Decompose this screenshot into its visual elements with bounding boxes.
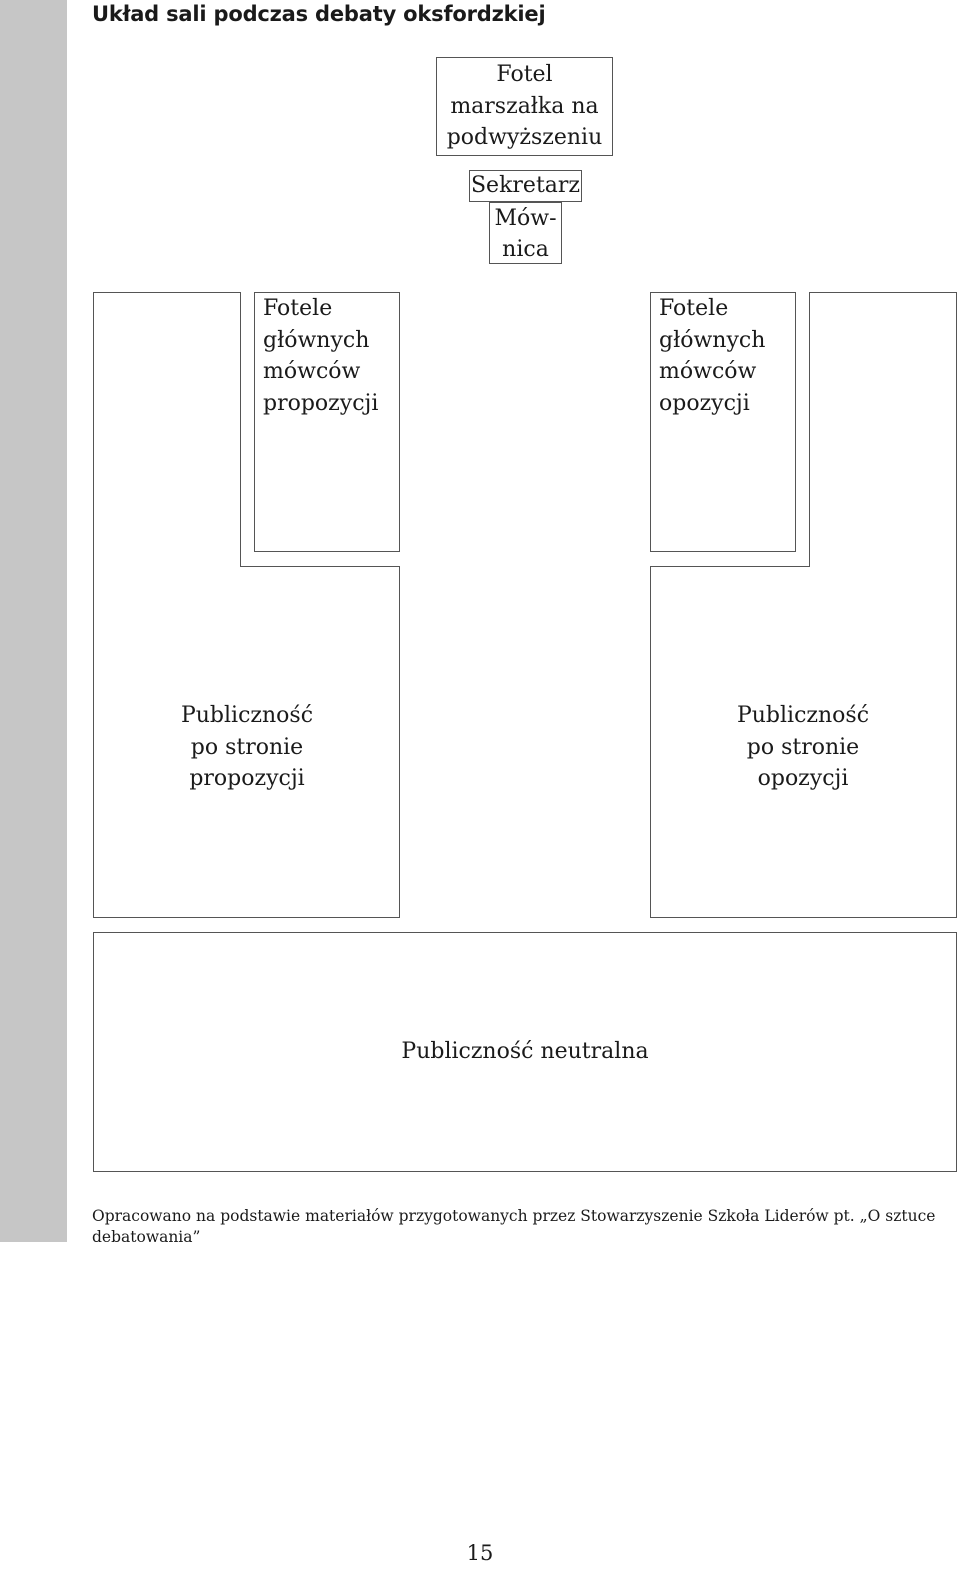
proposition-audience-label	[147, 700, 347, 795]
proposition-speakers-line: mówców	[263, 359, 361, 384]
neutral-audience-label: Publiczność neutralna	[401, 1039, 649, 1064]
page-title: Układ sali podczas debaty oksfordzkiej	[92, 2, 546, 26]
opposition-speakers-line: głównych	[659, 327, 766, 353]
proposition-speakers-line: Fotele	[263, 296, 333, 321]
opposition-audience-line: po stronie	[746, 734, 860, 760]
opposition-speakers-line: mówców	[659, 359, 757, 384]
podium-line: Mów-	[494, 206, 557, 231]
proposition-speakers-line: głównych	[263, 327, 370, 353]
marshal-seat-box	[436, 57, 613, 156]
opposition-speakers-box	[650, 292, 796, 552]
marshal-seat-line: podwyższeniu	[446, 125, 603, 150]
opposition-audience-label	[703, 700, 903, 795]
proposition-audience-line: propozycji	[189, 766, 305, 791]
opposition-speakers-line: opozycji	[659, 390, 750, 416]
proposition-speakers-line: propozycji	[263, 390, 379, 416]
proposition-speakers-box	[254, 292, 400, 552]
secretary-box	[469, 170, 582, 202]
marshal-seat-line: marszałka na	[450, 93, 599, 119]
opposition-audience-line: Publiczność	[736, 703, 870, 728]
page-number: 15	[466, 1541, 494, 1565]
opposition-audience-line: opozycji	[757, 766, 849, 791]
proposition-audience-line: po stronie	[190, 734, 304, 760]
source-note: Opracowano na podstawie materiałów przygotowanych przez Stowarzyszenie Szkoła Liderów pt. „O sztuce debatowania”	[92, 1207, 936, 1246]
secretary-label: Sekretarz	[470, 173, 581, 198]
proposition-audience-line: Publiczność	[180, 703, 314, 728]
podium-line: nica	[502, 237, 549, 262]
podium-box	[489, 202, 562, 264]
opposition-speakers-line: Fotele	[659, 296, 729, 321]
marshal-seat-line: Fotel	[496, 62, 553, 87]
neutral-audience-box	[93, 932, 957, 1172]
